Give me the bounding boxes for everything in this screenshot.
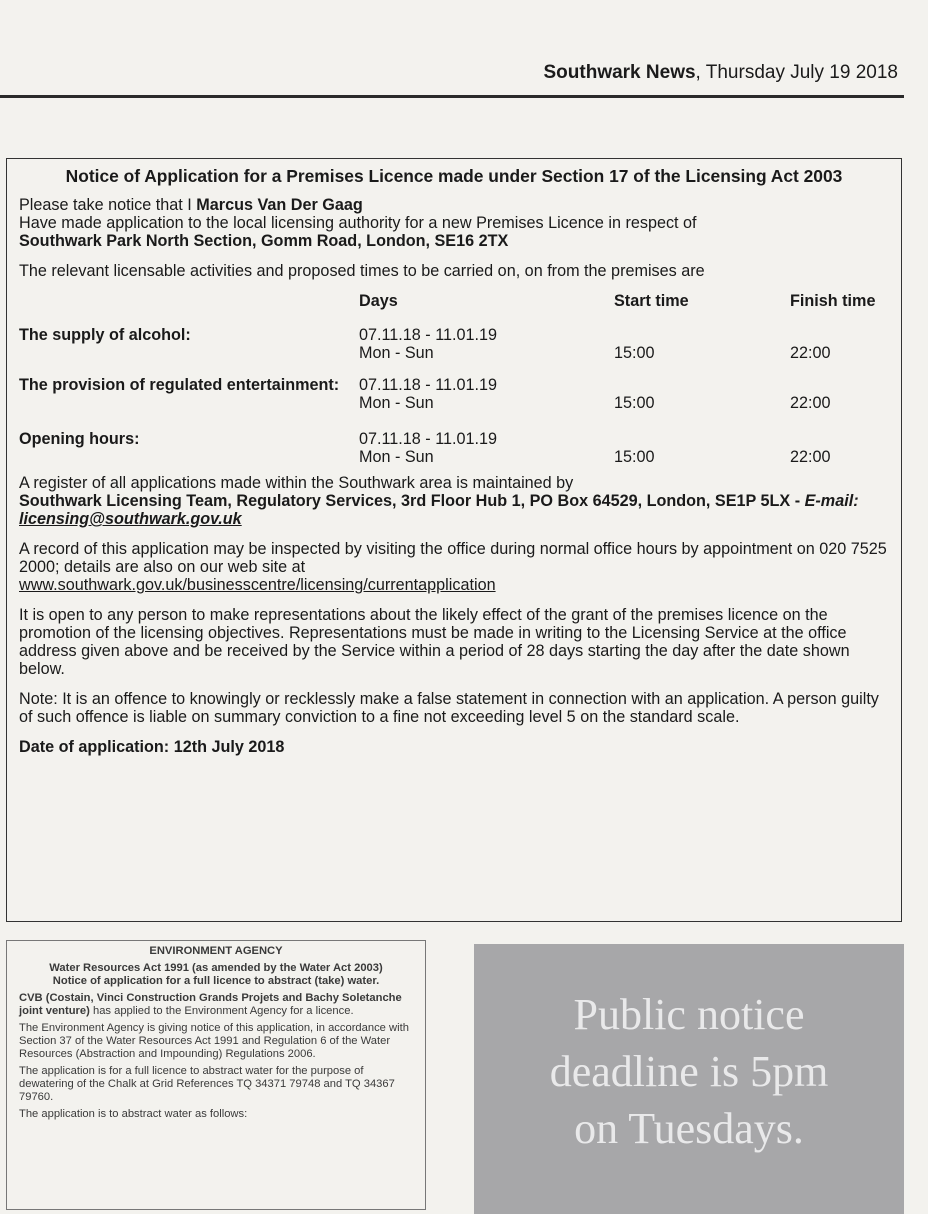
register-address: Southwark Licensing Team, Regulatory Services, 3rd Floor Hub 1, PO Box 64529, London, SE1P 5LX - (19, 492, 805, 510)
activity-days: 07.11.18 - 11.01.19 Mon - Sun (359, 326, 498, 362)
environment-agency-notice (6, 940, 426, 1210)
start-time-header: Start time (614, 292, 689, 310)
intro-paragraph (19, 196, 889, 250)
activity-start-time: 15:00 (614, 394, 655, 412)
intro-prefix: Please take notice that I (19, 196, 197, 214)
act-subtitle: Water Resources Act 1991 (as amended by the Water Act 2003) Notice of application for a full licence to abstract (take) water. (49, 962, 383, 987)
issue-date: , Thursday July 19 2018 (695, 62, 898, 83)
record-paragraph (19, 540, 889, 594)
finish-time-header: Finish time (790, 292, 876, 310)
register-text: A register of all applications made within the Southwark area is maintained by (19, 474, 574, 492)
note-paragraph: Note: It is an offence to knowingly or recklessly make a false statement in connection with an application. A person guilty of such offence is liable on summary conviction to a fine not exceeding level 5 on the standard scale. (19, 690, 879, 726)
website-link[interactable]: www.southwark.gov.uk/businesscentre/licensing/currentapplication (19, 576, 496, 594)
premises-address: Southwark Park North Section, Gomm Road, London, SE16 2TX (19, 232, 509, 250)
abstract-paragraph: The application is to abstract water as follows: (19, 1108, 248, 1120)
register-paragraph (19, 474, 889, 528)
activities-table (19, 292, 889, 466)
activity-start-time: 15:00 (614, 448, 655, 466)
applicant-paragraph: CVB (Costain, Vinci Construction Grands Projets and Bachy Soletanche joint venture) has applied to the Environment Agency for a licence. (19, 992, 402, 1017)
activity-days: 07.11.18 - 11.01.19 Mon - Sun (359, 376, 498, 412)
email-link[interactable]: licensing@southwark.gov.uk (19, 510, 242, 528)
notice-paragraph: The Environment Agency is giving notice of this application, in accordance with Section 37 of the Water Resources Act 1991 and Regulation 6 of the Water Resources (Abstraction and Impounding) Regulations 2006. (19, 1022, 409, 1060)
date-of-application: Date of application: 12th July 2018 (19, 738, 285, 756)
activity-label: The provision of regulated entertainment: (19, 376, 340, 394)
intro-line2: Have made application to the local licensing authority for a new Premises Licence in respect of (19, 214, 697, 232)
applicant-name: Marcus Van Der Gaag (196, 196, 363, 214)
activity-label: Opening hours: (19, 430, 140, 448)
licence-notice (6, 158, 902, 922)
activity-start-time: 15:00 (614, 344, 655, 362)
representations-paragraph: It is open to any person to make representations about the likely effect of the grant of the premises licence on the promotion of the licensing objectives. Representations must be made in writing to the Licensing Service at the office address given above and be received by the Service within a period of 28 days starting the day after the date shown below. (19, 606, 850, 678)
notice-title: Notice of Application for a Premises Licence made under Section 17 of the Licensing Act 2003 (65, 166, 843, 186)
activity-finish-time: 22:00 (790, 448, 831, 466)
activities-intro: The relevant licensable activities and proposed times to be carried on, on from the premises are (19, 262, 705, 280)
activity-label: The supply of alcohol: (19, 326, 191, 344)
activity-finish-time: 22:00 (790, 394, 831, 412)
activity-finish-time: 22:00 (790, 344, 831, 362)
masthead-rule (0, 95, 904, 98)
record-text: A record of this application may be inspected by visiting the office during normal office hours by appointment on 020 7525 2000; details are also on our web site at (19, 540, 887, 576)
masthead (544, 62, 899, 84)
purpose-paragraph: The application is for a full licence to abstract water for the purpose of dewatering of the Chalk at Grid References TQ 34371 79748 and TQ 34367 79760. (19, 1065, 395, 1103)
deadline-text: Public notice deadline is 5pm on Tuesdays. (549, 990, 829, 1153)
email-label: E-mail: (804, 492, 859, 510)
deadline-advert (474, 944, 904, 1214)
publication-name: Southwark News (543, 62, 696, 83)
days-header: Days (359, 292, 398, 310)
activity-days: 07.11.18 - 11.01.19 Mon - Sun (359, 430, 498, 466)
agency-title: ENVIRONMENT AGENCY (149, 945, 283, 957)
